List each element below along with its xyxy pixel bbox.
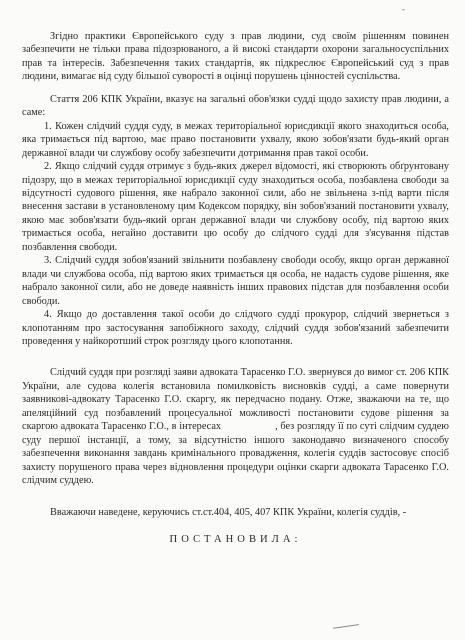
article-item-1: 1. Кожен слідчий суддя суду, в межах територіальної юрисдикції якого знаходиться особа, яка тримається під вартою, має право постановити ухвалу, якою зобов'язати будь-який орган державної влади чи службову особу забезпечити дотримання прав такої особи. [22,120,449,159]
article-item-2: 2. Якщо слідчий суддя отримує з будь-яких джерел відомості, які створюють обґрунтовану підозру, що в межах територіальної юрисдикції суду знаходиться особа, позбавлена свободи за відсутності судового рішення, яке набрало законної сили, або не звільнена з-під варти після внесення застави в установленому цим Кодексом порядку, він зобов'язаний постановити ухвалу, якою має зобов'язати будь-який орган державної влади чи службову особу, під вартою яких тримається особа, негайно доставити цю особу до слідчого судді для з'ясування підстав позбавлення свободи. [22,161,449,253]
document-body [22,30,449,546]
decision-heading: ПОСТАНОВИЛА: [169,533,302,545]
article-item-3: 3. Слідчий суддя зобов'язаний звільнити позбавлену свободи особу, якщо орган державної влади чи службова особа, під вартою яких тримається ця особа, не надасть судове рішення, яке набрало законної сили, або не доведе наявність інших правових підстав для позбавлення особи свободи. [22,255,449,307]
paragraph-resolution-basis: Вважаючи наведене, керуючись ст.ст.404, 405, 407 КПК України, колегія суддів, - [50,506,407,518]
article-item-4: 4. Якщо до доставлення такої особи до слідчого судді прокурор, слідчий звернеться з клопотанням про застосування запобіжного заходу, слідчий суддя зобов'язаний забезпечити проведення у найкоротший строк розгляду цього клопотання. [22,309,449,347]
paragraph-court-finding [22,366,449,487]
signature-mark [331,610,359,628]
paragraph-article-206: Стаття 206 КПК України, вказує на загальні обов'язки судді щодо захисту прав людини, а саме: [22,93,449,119]
paragraph-echr-practice: Згідно практики Європейського суду з прав людини, суд своїм рішенням повинен забезпечити не тільки права підозрюваного, а й високі стандарти охорони загальносуспільних прав та інтересів. Забезпечення таких стандартів, як підкреслює Європейський суд з прав людини, вимагає від суду більшої суворості в оцінці порушень цінностей суспільства. [22,31,449,83]
court-finding-part-a: Слідчий суддя при розгляді заяви адвоката Тарасенко Г.О. звернувся до вимог ст. 206 КПК України, але судова колегія встановила помилковість висновків судді, а саме повернути заявникові-адвокату Тарасенко Г.О. скаргу, як передчасно подану. Отже, зважаючи на те, що апеляційний суд позбавлений процесуальної можливості постановити судове рішення за скаргою адвоката Тарасенко Г.О., в інтересах [22,367,449,433]
court-finding-part-b: , без розгляду її по суті слідчим суддею суду першої інстанції, а тому, за відсутністю іншого законодавчо визначеного способу забезпечення виконання завдань кримінального провадження, колегія суддів застосовує спосіб захисту порушеного права через відновлення процедури оцінки скарги адвоката Тарасенко Г.О. слідчим суддею. [22,421,449,487]
corner-mark: - [402,4,405,14]
